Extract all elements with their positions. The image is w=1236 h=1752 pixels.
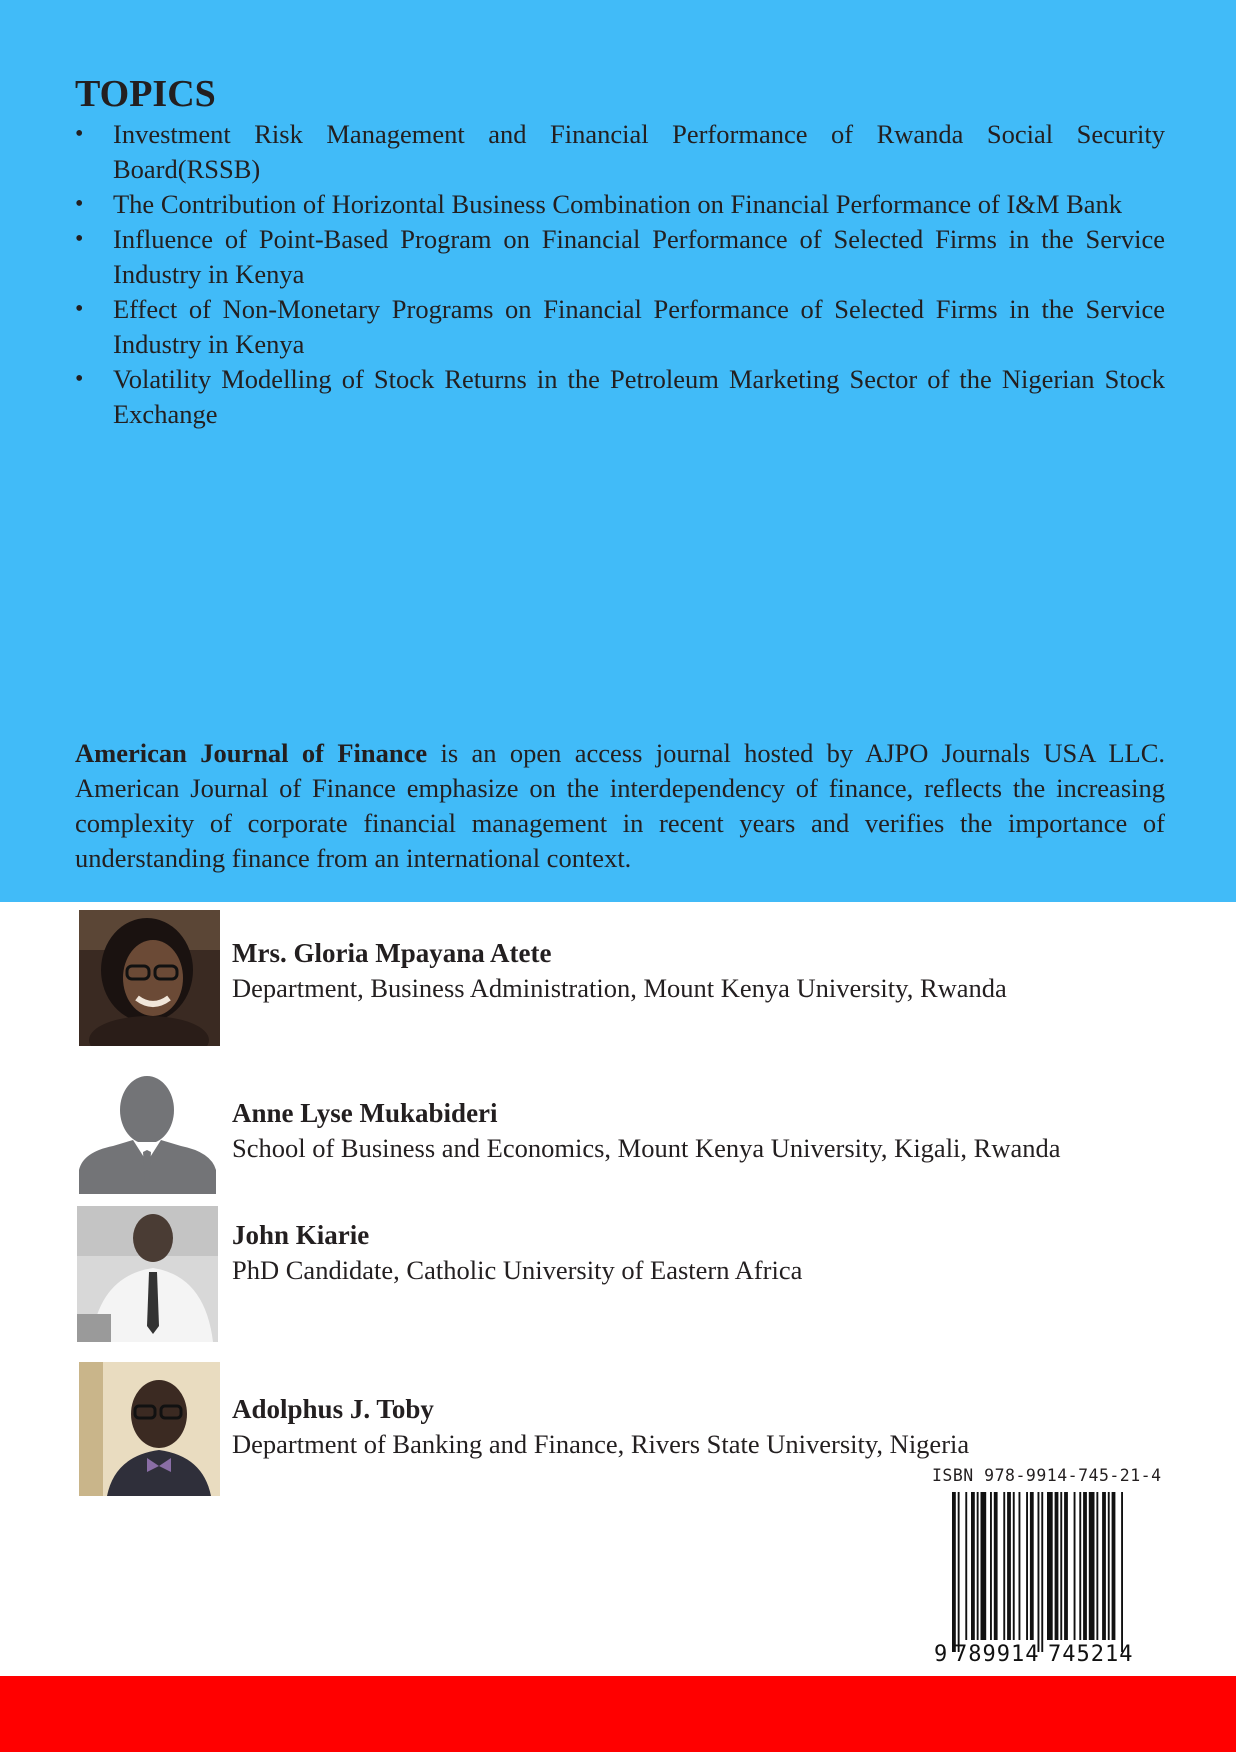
- barcode-bar: [1060, 1492, 1062, 1640]
- bottom-color-bar: [0, 1676, 1236, 1752]
- barcode-bar: [1030, 1492, 1034, 1640]
- topic-item: [75, 117, 1165, 187]
- barcode-bar: [1026, 1492, 1028, 1640]
- topic-text: Effect of Non-Monetary Programs on Financial Performance of Selected Firms in the Service Industry in Kenya: [113, 294, 1165, 359]
- avatar-placeholder-icon: [77, 1072, 218, 1194]
- author-photo: [79, 1362, 220, 1496]
- journal-description: [75, 736, 1165, 876]
- barcode-bar: [1074, 1492, 1076, 1640]
- barcode-bar: [1108, 1492, 1110, 1640]
- barcode-digits-right: 745214: [1048, 1642, 1134, 1664]
- barcode-bar: [1007, 1492, 1011, 1640]
- barcode-bar: [1019, 1492, 1021, 1640]
- author-photo: [79, 910, 220, 1046]
- author-name: Adolphus J. Toby: [232, 1394, 434, 1424]
- barcode-bar: [994, 1492, 998, 1640]
- barcode-bar: [1064, 1492, 1068, 1640]
- author-photo: [77, 1072, 218, 1194]
- author-photo: [77, 1206, 218, 1342]
- topics-heading: TOPICS: [75, 73, 216, 115]
- barcode-bar: [1089, 1492, 1095, 1640]
- portrait-photo-icon: [79, 1362, 220, 1496]
- barcode-bar: [1047, 1492, 1053, 1640]
- author-entry: [0, 1206, 1236, 1342]
- barcode-bar: [1003, 1492, 1005, 1640]
- barcode-bar: [1096, 1492, 1098, 1640]
- portrait-photo-icon: [79, 910, 220, 1046]
- author-entry: [0, 1070, 1236, 1194]
- topic-list: [75, 117, 1165, 432]
- topic-text: Influence of Point-Based Program on Financial Performance of Selected Firms in the Service Industry in Kenya: [113, 224, 1165, 289]
- portrait-photo-icon: [77, 1206, 218, 1342]
- barcode-bar: [1079, 1492, 1081, 1640]
- author-entry: [0, 908, 1236, 1046]
- barcode-bar: [1121, 1492, 1123, 1652]
- barcode-bar: [1055, 1492, 1059, 1640]
- barcode-bar: [958, 1492, 960, 1652]
- author-name: John Kiarie: [232, 1220, 370, 1250]
- barcode-digit-lead: 9: [934, 1642, 948, 1664]
- barcode-digits-left: 789914: [954, 1642, 1040, 1664]
- author-name: Anne Lyse Mukabideri: [232, 1098, 498, 1128]
- barcode-bar: [971, 1492, 975, 1640]
- barcode-bar: [977, 1492, 979, 1640]
- barcode-icon: [930, 1492, 1152, 1664]
- bullet-icon: •: [75, 296, 84, 322]
- bullet-icon: •: [75, 191, 84, 217]
- author-affiliation: Department of Banking and Finance, Rivers State University, Nigeria: [232, 1429, 970, 1459]
- barcode-bar: [965, 1492, 967, 1640]
- barcode-bar: [1041, 1492, 1043, 1652]
- barcode-bar: [1038, 1492, 1040, 1652]
- topic-text: Investment Risk Management and Financial Performance of Rwanda Social Security Board(RSSB): [113, 119, 1165, 184]
- journal-description-text: is an open access journal hosted by AJPO Journals USA LLC. American Journal of Finance emphasize on the interdependency of finance, reflects the increasing complexity of corporate financial management in recent years and verifies the importance of understanding finance from an international context.: [75, 738, 1165, 873]
- barcode-bar: [990, 1492, 992, 1640]
- topic-item: [75, 362, 1165, 432]
- isbn-label: ISBN 978-9914-745-21-4: [932, 1466, 1162, 1485]
- author-affiliation: PhD Candidate, Catholic University of Eastern Africa: [232, 1255, 803, 1285]
- author-name: Mrs. Gloria Mpayana Atete: [232, 938, 552, 968]
- barcode-bar: [952, 1492, 956, 1652]
- bullet-icon: •: [75, 226, 84, 252]
- barcode-bar: [1083, 1492, 1087, 1640]
- topic-text: Volatility Modelling of Stock Returns in the Petroleum Marketing Sector of the Nigerian Stock Exchange: [113, 364, 1165, 429]
- topic-text: The Contribution of Horizontal Business Combination on Financial Performance of I&M Bank: [113, 189, 1123, 219]
- topic-item: [75, 187, 1165, 222]
- barcode-bar: [1112, 1492, 1116, 1640]
- author-affiliation: School of Business and Economics, Mount Kenya University, Kigali, Rwanda: [232, 1133, 1061, 1163]
- topic-item: [75, 222, 1165, 292]
- bullet-icon: •: [75, 121, 84, 147]
- author-affiliation: Department, Business Administration, Mount Kenya University, Rwanda: [232, 973, 1007, 1003]
- barcode-bar: [981, 1492, 987, 1640]
- barcode-bar: [1102, 1492, 1106, 1640]
- bullet-icon: •: [75, 366, 84, 392]
- barcode-bar: [1013, 1492, 1015, 1640]
- topic-item: [75, 292, 1165, 362]
- journal-name: American Journal of Finance: [75, 738, 428, 768]
